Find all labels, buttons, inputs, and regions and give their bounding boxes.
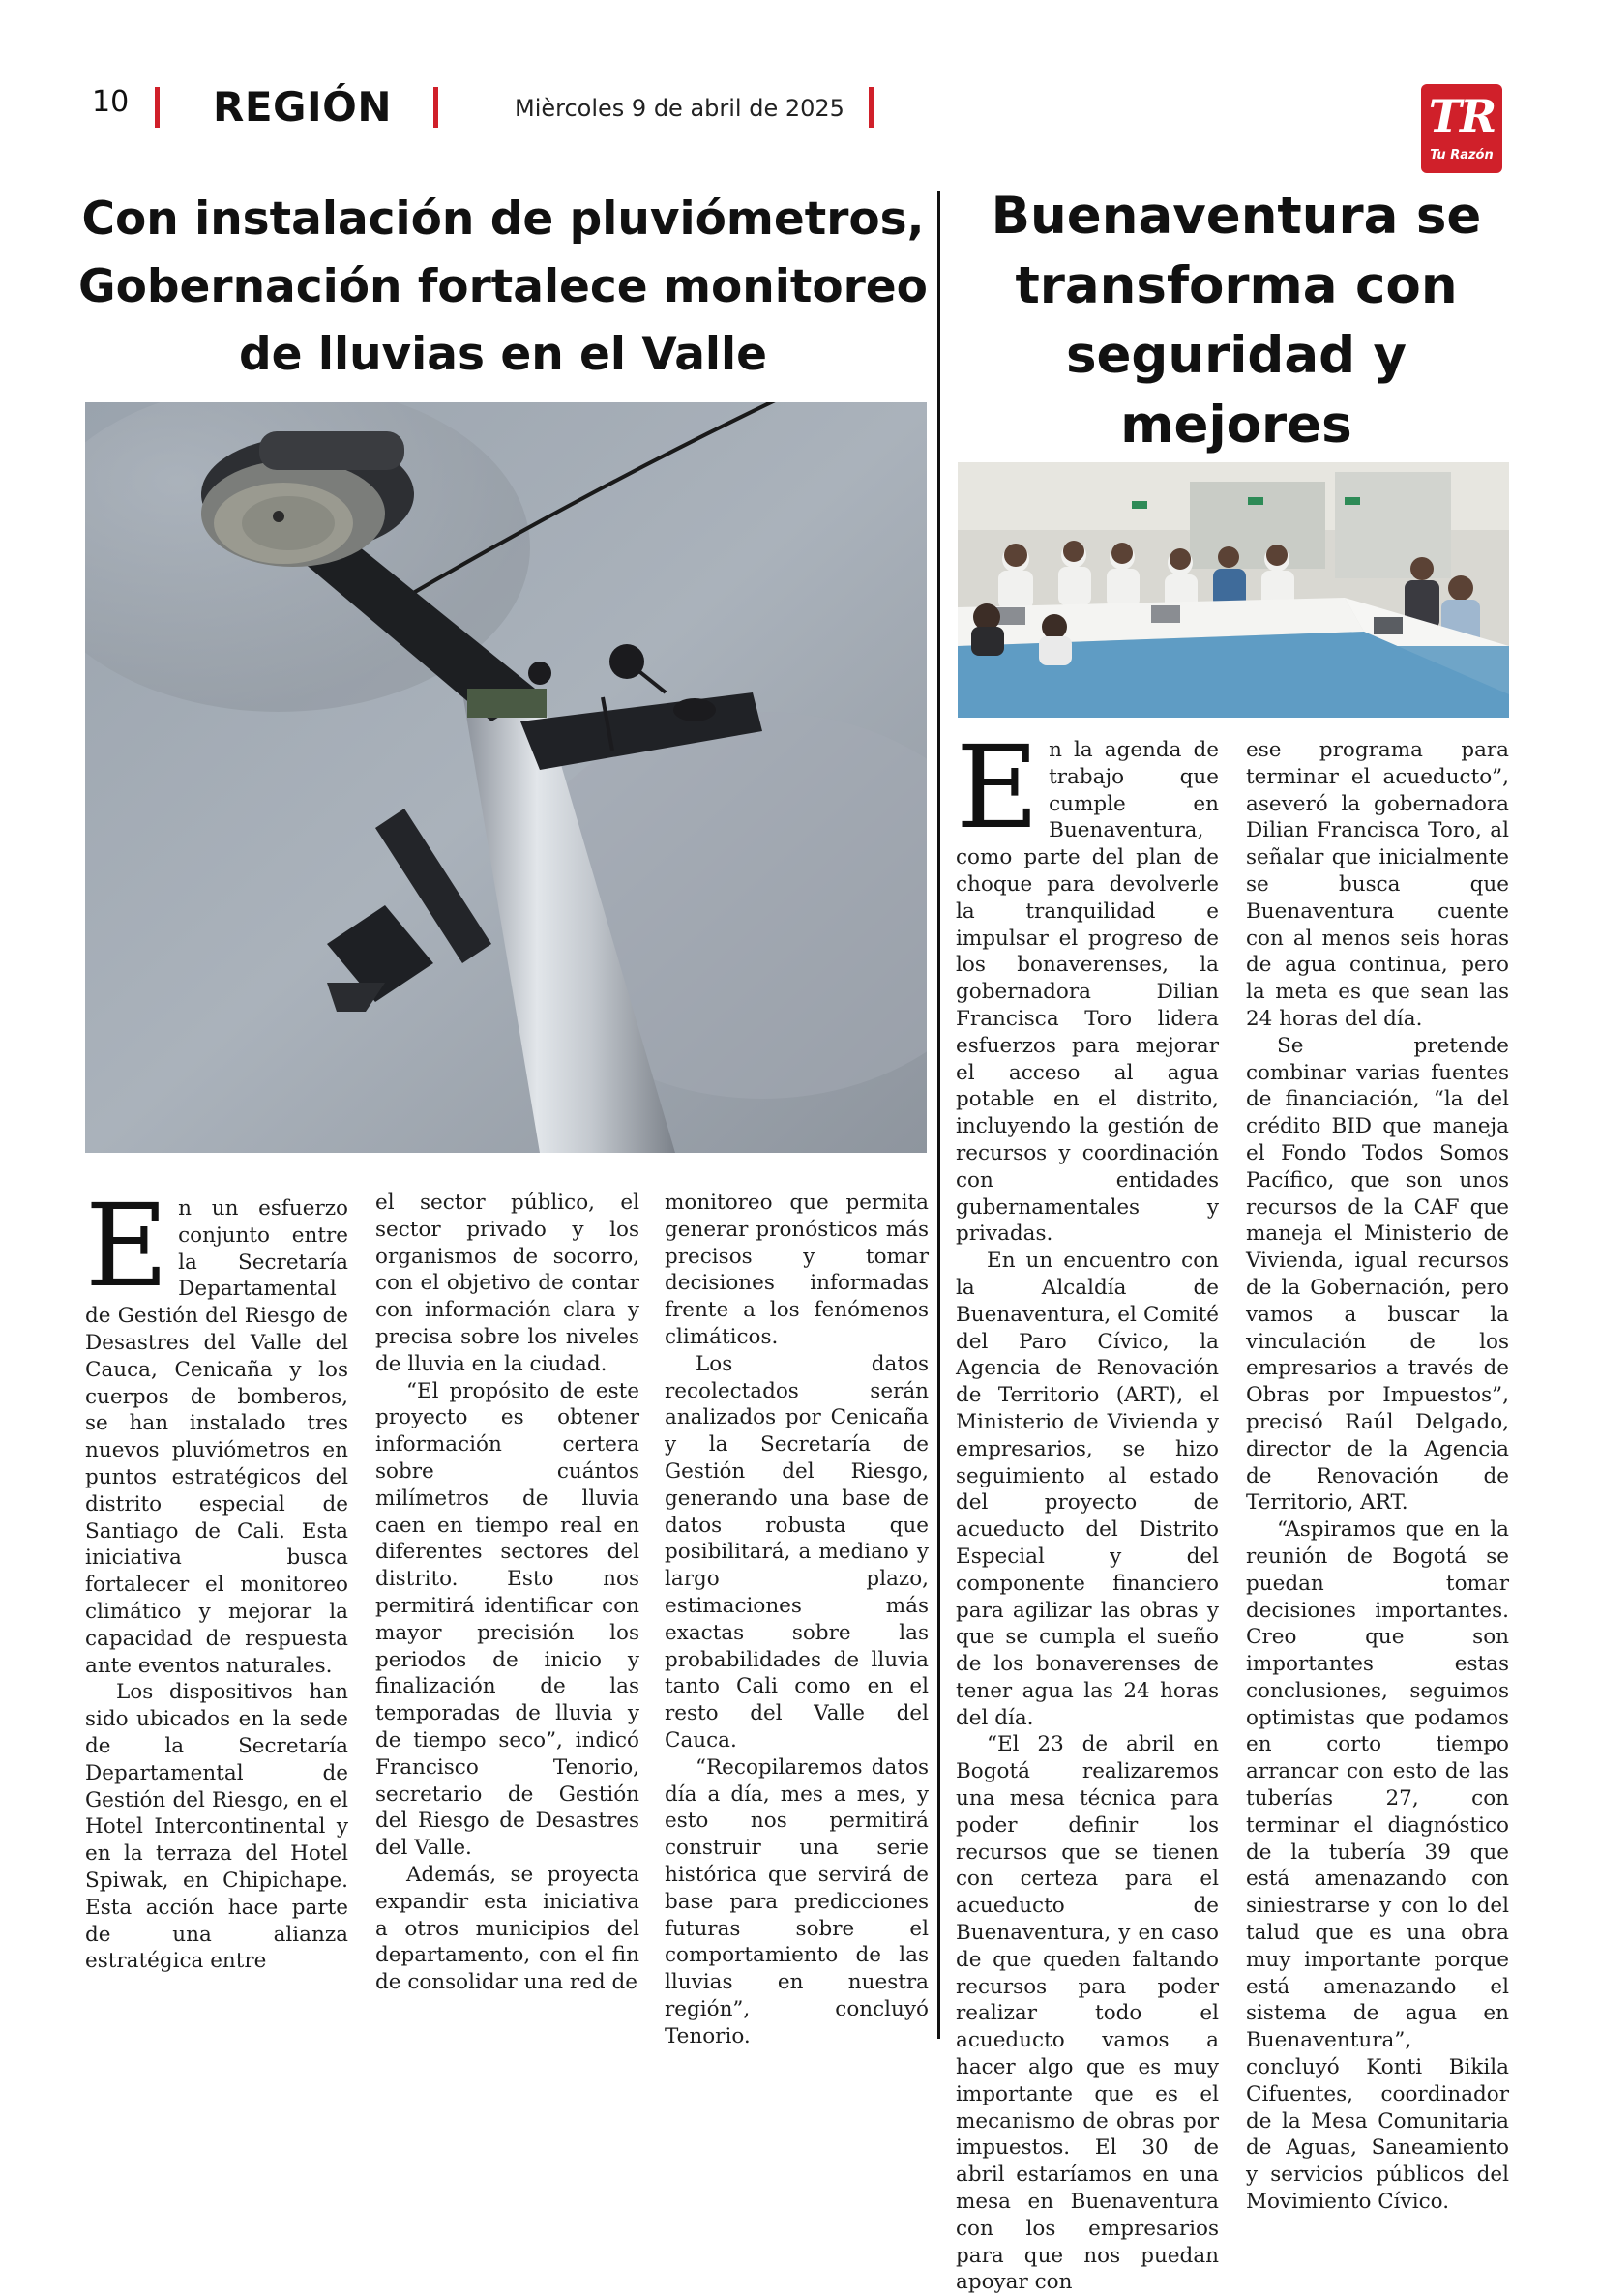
- article1-dropcap: E: [85, 1179, 169, 1312]
- column-divider: [937, 191, 940, 2039]
- issue-date: Mièrcoles 9 de abril de 2025: [515, 95, 844, 122]
- article1-headline: Con instalación de pluviómetros, Gobernación fortalece monitoreo de lluvias en el Valle: [78, 192, 928, 381]
- article1-lead: [85, 1179, 348, 1679]
- article2-paragraph: n la agenda de trabajo que cumple en Buenaventura, como parte del plan de choque para devolverle la tranquilidad e impulsar el progreso de los bonaverenses, la gobernadora Dilian Francisca Toro lidera esfuerzos para mejorar el acceso al agua potable en el distrito, incluyendo la gestión de recursos y coordinación con entidades gubernamentales y privadas.: [956, 738, 1219, 1247]
- page-number: 10: [92, 85, 130, 119]
- article2-paragraph-cont: ese programa para terminar el acueducto”, aseveró la gobernadora Dilian Francisca Toro, al señalar que inicialmente se busca que Buenaventura cuente con al menos seis horas de agua continua, pero la meta es que sean las 24 horas del día.: [1246, 738, 1509, 1031]
- article2-column-1: [956, 721, 1219, 2296]
- article2-paragraph: En un encuentro con la Alcaldía de Buenaventura, el Comité del Paro Cívico, la Agencia de Renovación de Territorio (ART), el Ministerio de Vivienda y empresarios, se hizo seguimiento al estado del proyecto de acueducto del Distrito Especial y del componente financiero para agilizar las obras y que se cumpla el sueño de los bonaverenses de tener agua las 24 horas del día.: [956, 1249, 1219, 1730]
- article1-paragraph: “Recopilaremos datos día a día, mes a mes, y esto nos permitirá construir una serie histórica que servirá de base para predicciones futuras sobre el comportamiento de las lluvias en nuestra región”, concluyó Tenorio.: [665, 1754, 929, 2048]
- header-divider: [433, 87, 438, 128]
- article2-lead: [956, 721, 1219, 1248]
- header-divider: [869, 87, 874, 128]
- article2-column-2: [1246, 737, 1509, 2216]
- meeting-photo: [958, 462, 1509, 718]
- article1-column-3: [665, 1190, 929, 2050]
- article2-paragraph: Se pretende combinar varias fuentes de financiación, “la del crédito BID que maneja el Fondo Todos Somos Pacífico, que son unos recursos de la CAF que maneja el Ministerio de Vivienda, igual recursos de la Gobernación, pero vamos a buscar la vinculación de los empresarios a través de Obras por Impuestos”, precisó Raúl Delgado, director de la Agencia de Renovación de Territorio, ART.: [1246, 1033, 1509, 1516]
- article1-column-1: [85, 1179, 348, 1975]
- newspaper-logo: [1421, 84, 1502, 173]
- article2-paragraph: “El 23 de abril en Bogotá realizaremos una mesa técnica para poder definir los recursos que se tienen con certeza para el acueducto de Buenaventura, y en caso de que queden faltando recursos para poder realizar todo el acueducto vamos a hacer algo que es muy importante que es el mecanismo de obras por impuestos. El 30 de abril estaríamos en una mesa en Buenaventura con los empresarios para que nos puedan apoyar con: [956, 1732, 1219, 2295]
- article1-paragraph: Los datos recolectados serán analizados por Cenicaña y la Secretaría de Gestión del Riesgo, generando una base de datos robusta que posibilitará, a mediano y largo plazo, estimaciones más exactas sobre las probabilidades de lluvia tanto Cali como en el resto del Valle del Cauca.: [665, 1351, 929, 1752]
- article2-dropcap: E: [956, 721, 1040, 854]
- weather-station-photo: [85, 402, 927, 1153]
- article1-paragraph-cont: el sector público, el sector privado y los organismos de socorro, con el objetivo de contar con información clara y precisa sobre los niveles de lluvia en la ciudad.: [375, 1191, 639, 1376]
- article1-paragraph-cont: monitoreo que permita generar pronósticos más precisos y tomar decisiones informadas frente a los fenómenos climáticos.: [665, 1191, 929, 1349]
- article1-paragraph: “El propósito de este proyecto es obtener información certera sobre cuántos milímetros de lluvia caen en tiempo real en diferentes sectores del distrito. Esto nos permitirá identificar con mayor precisión los periodos de inicio y finalización de las temporadas de lluvia y de tiempo seco”, indicó Francisco Tenorio, secretario de Gestión del Riesgo de Desastres del Valle.: [375, 1378, 639, 1861]
- article1-column-2: [375, 1190, 639, 1996]
- section-title: REGIÓN: [213, 83, 392, 131]
- logo-name: Tu Razón: [1430, 148, 1494, 162]
- page-header: [0, 0, 1600, 162]
- header-divider: [155, 87, 160, 128]
- logo-letters: TR: [1428, 90, 1496, 142]
- article2-paragraph: “Aspiramos que en la reunión de Bogotá se puedan tomar decisiones importantes. Creo que son importantes estas conclusiones, seguimos optimistas que podamos en corto tiempo arrancar con esto de las tuberías 27, con terminar el diagnóstico de la tubería 39 que está amenazando con siniestrarse y con lo del talud que es una obra muy importante porque está amenazando el sistema de agua en Buenaventura”, concluyó Konti Bikila Cifuentes, coordinador de la Mesa Comunitaria de Aguas, Saneamiento y servicios públicos del Movimiento Cívico.: [1246, 1517, 1509, 2215]
- article1-paragraph: Los dispositivos han sido ubicados en la sede de la Secretaría Departamental de Gestión del Riesgo, en el Hotel Intercontinental y en la terraza del Hotel Spiwak, en Chipichape. Esta acción hace parte de una alianza estratégica entre: [85, 1680, 348, 1974]
- article1-paragraph: Además, se proyecta expandir esta iniciativa a otros municipios del departamento, con el fin de consolidar una red de: [375, 1862, 639, 1995]
- article2-headline: Buenaventura se transforma con seguridad y mejores: [991, 187, 1482, 455]
- article1-paragraph: n un esfuerzo conjunto entre la Secretaría Departamental de Gestión del Riesgo de Desastres del Valle del Cauca, Cenicaña y los cuerpos de bomberos, se han instalado tres nuevos pluviómetros en puntos estratégicos del distrito especial de Santiago de Cali. Esta iniciativa busca fortalecer el monitoreo climático y mejorar la capacidad de respuesta ante eventos naturales.: [85, 1196, 348, 1678]
